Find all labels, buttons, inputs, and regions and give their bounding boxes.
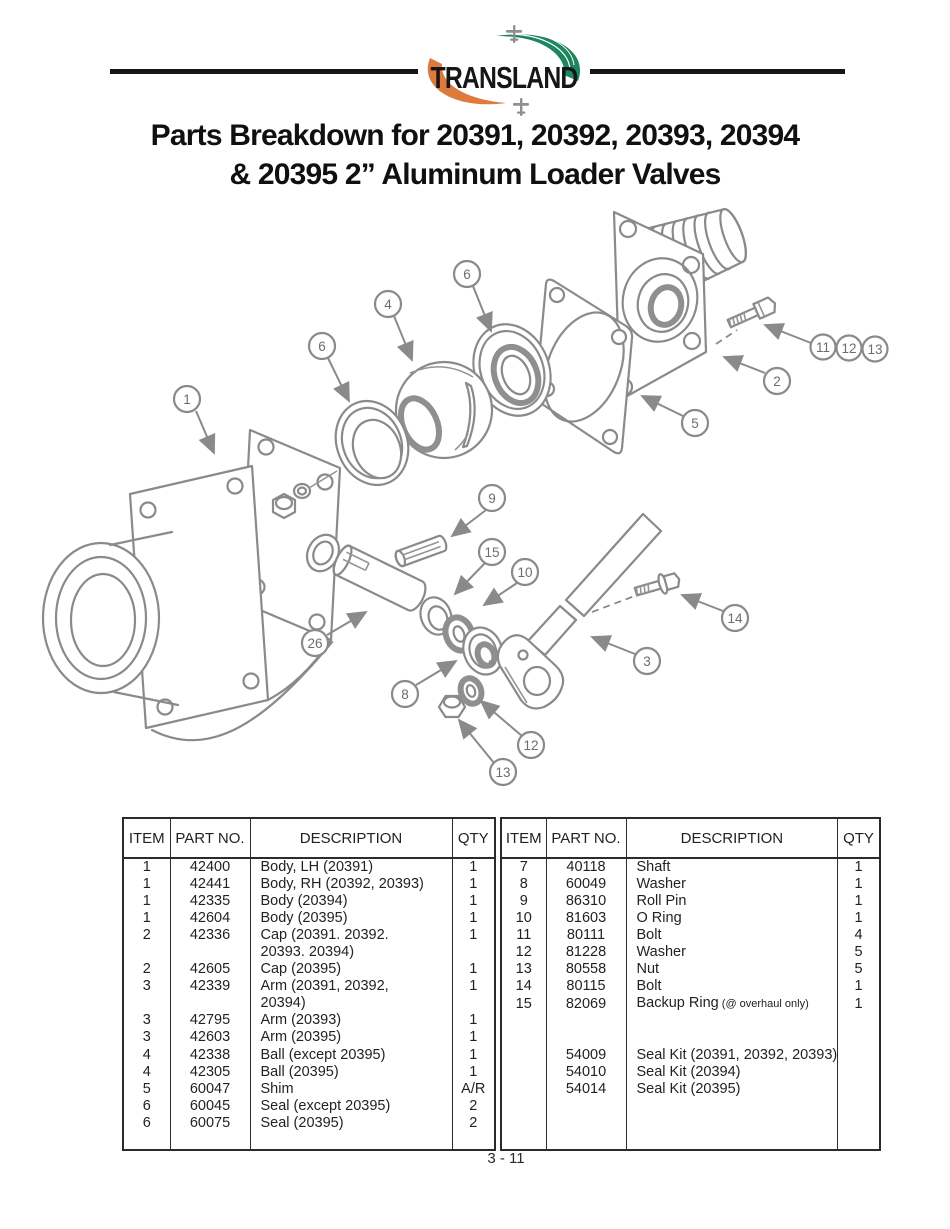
- cell-empty: [123, 1132, 170, 1150]
- table-row: [123, 1012, 495, 1029]
- callout-10: 10: [517, 565, 533, 580]
- col-item: ITEM: [123, 818, 170, 858]
- cell-part: 54009: [546, 1047, 626, 1064]
- cell-desc: 20393. 20394): [250, 944, 452, 961]
- cell-part: 42339: [170, 978, 250, 995]
- table-row: [501, 876, 880, 893]
- cell-desc: Ball (20395): [250, 1064, 452, 1081]
- table-row: [123, 1115, 495, 1132]
- cell-qty: [838, 1064, 880, 1081]
- cell-qty: A/R: [452, 1081, 495, 1098]
- callout-14: 14: [727, 611, 743, 626]
- cell-desc: [626, 1098, 838, 1115]
- cell-desc: Body (20394): [250, 893, 452, 910]
- callout-4: 4: [384, 297, 392, 312]
- cell-desc: 20394): [250, 995, 452, 1012]
- cell-desc: Arm (20393): [250, 1012, 452, 1029]
- cell-desc: Arm (20395): [250, 1029, 452, 1046]
- cell-item: 11: [516, 927, 532, 943]
- cell-qty: [838, 1047, 880, 1064]
- table-row: [501, 1098, 880, 1115]
- cell-qty: 1: [452, 1012, 495, 1029]
- cell-qty: 1: [452, 978, 495, 995]
- callout-6: 6: [463, 267, 471, 282]
- cell-part: 54014: [546, 1081, 626, 1098]
- cell-desc: Cap (20391. 20392.: [250, 927, 452, 944]
- callout-1: 1: [183, 392, 191, 407]
- cell-qty: 5: [838, 961, 880, 978]
- table-row: [501, 1064, 880, 1081]
- cell-desc: Backup Ring (@ overhaul only): [626, 995, 838, 1013]
- cell-qty: 1: [452, 1047, 495, 1064]
- cell-part: [546, 1098, 626, 1115]
- cell-part: 60049: [546, 876, 626, 893]
- cell-item: 1: [142, 859, 151, 876]
- cell-desc: Seal (except 20395): [250, 1098, 452, 1115]
- exploded-view-diagram: [0, 190, 950, 810]
- cell-qty: 1: [838, 893, 880, 910]
- col-description: DESCRIPTION: [626, 818, 838, 858]
- cell-qty: 1: [452, 927, 495, 944]
- cell-desc: Shaft: [626, 858, 838, 876]
- cell-qty: 1: [838, 995, 880, 1013]
- cell-part: [546, 1013, 626, 1030]
- callout-13: 13: [867, 342, 883, 357]
- cell-desc: O Ring: [626, 910, 838, 927]
- cell-desc: Seal Kit (20395): [626, 1081, 838, 1098]
- cell-desc: Washer: [626, 876, 838, 893]
- cell-qty: 1: [452, 893, 495, 910]
- cell-qty: [838, 1013, 880, 1030]
- cell-item: 3: [142, 1029, 151, 1046]
- cell-item: 6: [142, 1097, 151, 1114]
- parts-table-right: [500, 817, 881, 1151]
- cell-part: [170, 944, 250, 961]
- callout-8: 8: [401, 687, 409, 702]
- table-row: [123, 1098, 495, 1115]
- cell-part: 42338: [170, 1047, 250, 1064]
- table-row: [501, 1081, 880, 1098]
- table-row: [501, 1115, 880, 1132]
- cell-part: 81228: [546, 944, 626, 961]
- cell-part: 42305: [170, 1064, 250, 1081]
- cell-item: 10: [515, 910, 532, 926]
- cell-part: 86310: [546, 893, 626, 910]
- cell-qty: 1: [838, 978, 880, 995]
- cell-qty: 1: [452, 876, 495, 893]
- cell-item: 12: [515, 944, 532, 960]
- cell-item: 3: [142, 978, 151, 995]
- callout-6: 6: [318, 339, 326, 354]
- cell-item: 3: [142, 1012, 151, 1029]
- parts-table-left: [122, 817, 496, 1151]
- cell-part: 42400: [170, 858, 250, 876]
- callout-9: 9: [488, 491, 496, 506]
- cell-empty: [838, 1132, 880, 1150]
- cell-item: [501, 1064, 546, 1081]
- table-header-row: [501, 818, 880, 858]
- cell-empty: [452, 1132, 495, 1150]
- cell-qty: [452, 944, 495, 961]
- table-row: [123, 910, 495, 927]
- cell-item: 13: [515, 961, 532, 977]
- callout-13b: 13: [495, 765, 511, 780]
- callout-26: 26: [307, 636, 323, 651]
- page-number: 3 - 11: [487, 1150, 525, 1167]
- page-title-line2: & 20395 2” Aluminum Loader Valves: [229, 158, 721, 191]
- cell-empty: [546, 1132, 626, 1150]
- cell-part: 80115: [546, 978, 626, 995]
- cell-desc: Cap (20395): [250, 961, 452, 978]
- cell-desc: Body, LH (20391): [250, 858, 452, 876]
- cell-qty: 1: [452, 858, 495, 876]
- cell-qty: 4: [838, 927, 880, 944]
- cell-item: 4: [142, 1046, 151, 1063]
- cell-part: 60075: [170, 1115, 250, 1132]
- airplane-icon: [506, 25, 522, 43]
- table-row: [123, 858, 495, 876]
- cell-empty: [250, 1132, 452, 1150]
- brand-wordmark: TRANSLAND: [430, 60, 578, 95]
- callout-3: 3: [643, 654, 651, 669]
- table-row: [123, 893, 495, 910]
- table-row: [501, 944, 880, 961]
- cell-qty: 1: [452, 961, 495, 978]
- table-row: [501, 858, 880, 876]
- cell-empty: [170, 1132, 250, 1150]
- callout-5: 5: [691, 416, 699, 431]
- cell-item: [501, 1047, 546, 1064]
- cell-part: 81603: [546, 910, 626, 927]
- table-pad-row: [501, 1132, 880, 1150]
- bolt-part: [726, 296, 778, 331]
- parts-tables: [122, 817, 890, 1151]
- cell-part: 60045: [170, 1098, 250, 1115]
- cell-desc: Seal Kit (20394): [626, 1064, 838, 1081]
- cell-item: 1: [142, 876, 151, 893]
- valve-body-part: [43, 430, 345, 740]
- cell-empty: [501, 1132, 546, 1150]
- cell-part: 42604: [170, 910, 250, 927]
- table-row: [501, 927, 880, 944]
- cell-part: 40118: [546, 858, 626, 876]
- cell-desc: Seal Kit (20391, 20392, 20393): [626, 1047, 838, 1064]
- cell-desc: Nut: [626, 961, 838, 978]
- cell-item: [501, 1115, 546, 1132]
- cell-item: 14: [515, 978, 532, 994]
- table-row: [501, 1013, 880, 1030]
- cell-desc: Washer: [626, 944, 838, 961]
- cell-part: 42603: [170, 1029, 250, 1046]
- cell-desc: Bolt: [626, 927, 838, 944]
- cell-qty: 1: [452, 1064, 495, 1081]
- cell-desc: Shim: [250, 1081, 452, 1098]
- cell-part: 82069: [546, 995, 626, 1013]
- page-title-line1: Parts Breakdown for 20391, 20392, 20393, 20394: [150, 119, 800, 152]
- table-row: [501, 893, 880, 910]
- table-row: [123, 961, 495, 978]
- callout-12b: 12: [523, 738, 539, 753]
- table-row: [123, 1029, 495, 1046]
- cell-item: 1: [142, 893, 151, 910]
- cell-item: [501, 1030, 546, 1047]
- airplane-icon: [513, 98, 529, 116]
- cell-part: [546, 1115, 626, 1132]
- cell-qty: 1: [452, 910, 495, 927]
- table-row: [501, 1047, 880, 1064]
- cell-qty: [838, 1098, 880, 1115]
- arm-part: [498, 514, 661, 708]
- bolt-part: [633, 570, 682, 602]
- callout-11: 11: [815, 340, 831, 355]
- cell-qty: [838, 1030, 880, 1047]
- cell-qty: 1: [838, 876, 880, 893]
- table-row: [123, 995, 495, 1012]
- table-row: [501, 995, 880, 1013]
- cell-item: 4: [142, 1063, 151, 1080]
- cell-qty: 5: [838, 944, 880, 961]
- cell-desc: Bolt: [626, 978, 838, 995]
- cell-item: 7: [519, 859, 528, 875]
- cell-qty: 2: [452, 1115, 495, 1132]
- cell-part: 42605: [170, 961, 250, 978]
- cell-qty: 1: [838, 910, 880, 927]
- col-item: ITEM: [501, 818, 546, 858]
- col-qty: QTY: [838, 818, 880, 858]
- cell-item: 2: [142, 961, 151, 978]
- cell-item: 1: [142, 910, 151, 927]
- callout-15: 15: [484, 545, 500, 560]
- col-part-no: PART NO.: [170, 818, 250, 858]
- table-row: [501, 961, 880, 978]
- table-row: [501, 1030, 880, 1047]
- cell-qty: [838, 1081, 880, 1098]
- cell-item: 5: [142, 1080, 151, 1097]
- cell-part: 42336: [170, 927, 250, 944]
- cell-item: [501, 1013, 546, 1030]
- cell-desc: [626, 1013, 838, 1030]
- table-row: [123, 1081, 495, 1098]
- cell-part: [170, 995, 250, 1012]
- transland-logo: [418, 24, 590, 118]
- cell-item: 6: [142, 1114, 151, 1131]
- cell-empty: [626, 1132, 838, 1150]
- cell-qty: 1: [452, 1029, 495, 1046]
- cell-desc: [626, 1030, 838, 1047]
- cell-part: 42441: [170, 876, 250, 893]
- page-title: [0, 116, 950, 194]
- table-row: [501, 910, 880, 927]
- roll-pin-part: [394, 535, 448, 568]
- cell-item: 8: [519, 876, 528, 892]
- cell-item: 15: [515, 995, 532, 1012]
- cell-part: 54010: [546, 1064, 626, 1081]
- cell-desc: Ball (except 20395): [250, 1047, 452, 1064]
- col-qty: QTY: [452, 818, 495, 858]
- cell-desc: [626, 1115, 838, 1132]
- cell-qty: 1: [838, 858, 880, 876]
- cell-qty: [838, 1115, 880, 1132]
- table-row: [123, 978, 495, 995]
- col-part-no: PART NO.: [546, 818, 626, 858]
- table-row: [501, 978, 880, 995]
- cell-part: 60047: [170, 1081, 250, 1098]
- cell-item: 2: [142, 927, 151, 944]
- cell-item: [123, 944, 170, 961]
- table-row: [123, 1047, 495, 1064]
- callout-2: 2: [773, 374, 781, 389]
- cell-desc: Body (20395): [250, 910, 452, 927]
- table-row: [123, 1064, 495, 1081]
- cell-desc: Roll Pin: [626, 893, 838, 910]
- cell-part: 42335: [170, 893, 250, 910]
- cell-desc: Seal (20395): [250, 1115, 452, 1132]
- cap-part: [614, 199, 754, 400]
- transland-logo-graphic: [418, 24, 590, 118]
- cell-item: [501, 1081, 546, 1098]
- table-header-row: [123, 818, 495, 858]
- table-row: [123, 944, 495, 961]
- table-row: [123, 876, 495, 893]
- cell-part: 80558: [546, 961, 626, 978]
- cell-desc-note: (@ overhaul only): [718, 998, 809, 1010]
- cell-part: 42795: [170, 1012, 250, 1029]
- cell-item: [501, 1098, 546, 1115]
- cell-desc: Arm (20391, 20392,: [250, 978, 452, 995]
- cell-qty: [452, 995, 495, 1012]
- table-row: [123, 927, 495, 944]
- cell-item: 9: [519, 893, 528, 909]
- callout-12: 12: [841, 341, 857, 356]
- cell-qty: 2: [452, 1098, 495, 1115]
- cell-item: [123, 995, 170, 1012]
- col-description: DESCRIPTION: [250, 818, 452, 858]
- cell-part: [546, 1030, 626, 1047]
- cell-desc: Body, RH (20392, 20393): [250, 876, 452, 893]
- cell-part: 80111: [546, 927, 626, 944]
- table-pad-row: [123, 1132, 495, 1150]
